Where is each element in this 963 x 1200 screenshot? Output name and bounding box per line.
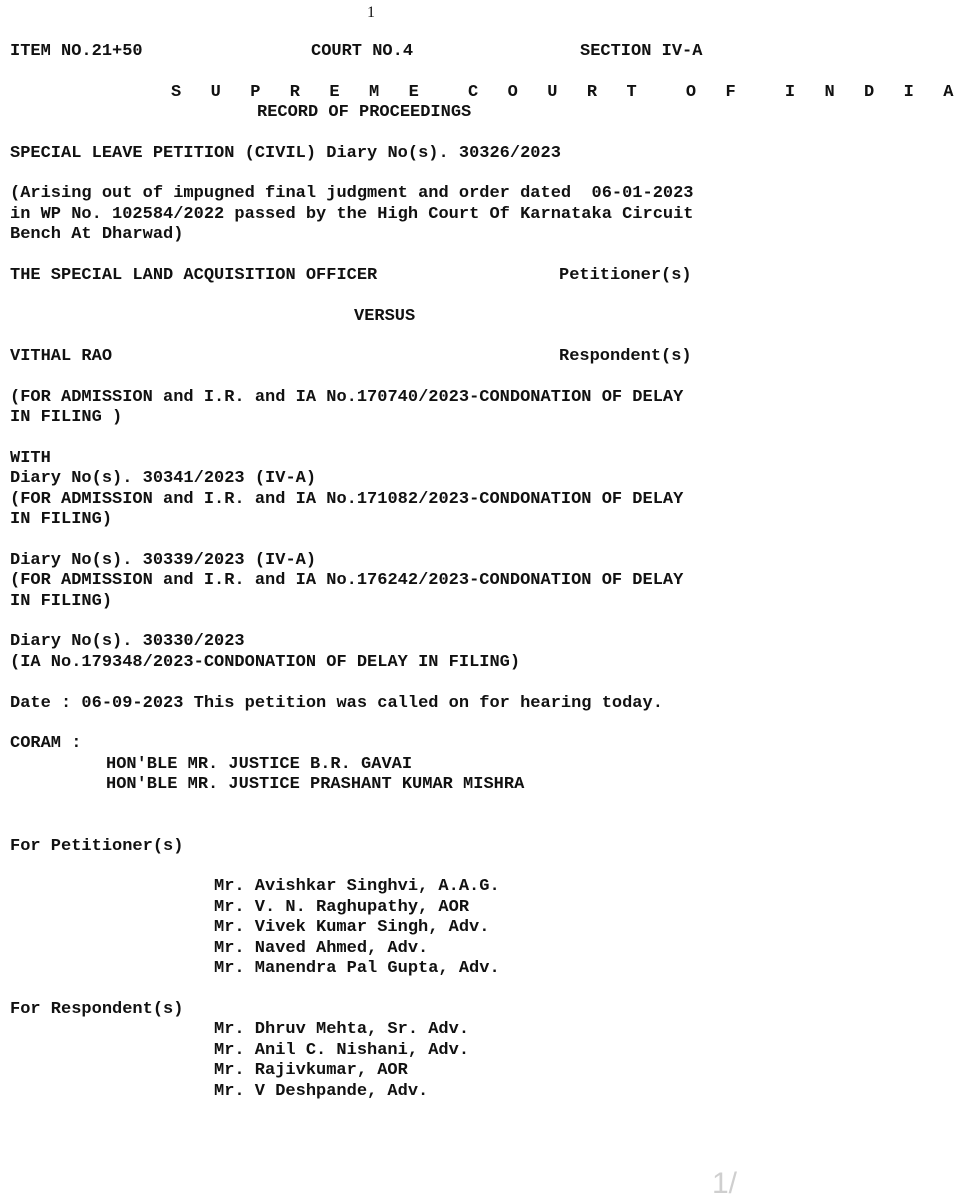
judge-name: HON'BLE MR. JUSTICE PRASHANT KUMAR MISHRA <box>106 775 525 794</box>
admission-line: IN FILING ) <box>10 408 123 427</box>
coram-label: CORAM : <box>10 734 82 753</box>
counsel-name: Mr. V. N. Raghupathy, AOR <box>214 898 470 917</box>
court-name: S U P R E M E C O U R T O F I N D I A <box>171 83 963 102</box>
diary-number: Diary No(s). 30339/2023 (IV-A) <box>10 551 317 570</box>
page-number: 1 <box>367 4 375 21</box>
record-title: RECORD OF PROCEEDINGS <box>257 103 472 122</box>
petitioner-role: Petitioner(s) <box>559 266 692 285</box>
diary-number: Diary No(s). 30330/2023 <box>10 632 245 651</box>
with-label: WITH <box>10 449 51 468</box>
respondent-role: Respondent(s) <box>559 347 692 366</box>
versus-label: VERSUS <box>354 307 416 326</box>
page-corner-mark: 1/ <box>712 1167 738 1200</box>
court-number: COURT NO.4 <box>311 42 414 61</box>
item-number: ITEM NO.21+50 <box>10 42 143 61</box>
counsel-name: Mr. Naved Ahmed, Adv. <box>214 939 429 958</box>
counsel-name: Mr. Manendra Pal Gupta, Adv. <box>214 959 500 978</box>
hearing-date-line: Date : 06-09-2023 This petition was called on for hearing today. <box>10 694 663 713</box>
diary-line: IN FILING) <box>10 592 113 611</box>
for-petitioner-label: For Petitioner(s) <box>10 837 184 856</box>
judge-name: HON'BLE MR. JUSTICE B.R. GAVAI <box>106 755 413 774</box>
respondent-name: VITHAL RAO <box>10 347 113 366</box>
admission-line: (FOR ADMISSION and I.R. and IA No.170740/2023-CONDONATION OF DELAY <box>10 388 684 407</box>
counsel-name: Mr. V Deshpande, Adv. <box>214 1082 429 1101</box>
arising-line: Bench At Dharwad) <box>10 225 184 244</box>
arising-line: (Arising out of impugned final judgment and order dated 06-01-2023 <box>10 184 694 203</box>
petitioner-name: THE SPECIAL LAND ACQUISITION OFFICER <box>10 266 378 285</box>
counsel-name: Mr. Avishkar Singhvi, A.A.G. <box>214 877 500 896</box>
section-label: SECTION IV-A <box>580 42 703 61</box>
counsel-name: Mr. Vivek Kumar Singh, Adv. <box>214 918 490 937</box>
diary-line: (FOR ADMISSION and I.R. and IA No.171082/2023-CONDONATION OF DELAY <box>10 490 684 509</box>
for-respondent-label: For Respondent(s) <box>10 1000 184 1019</box>
diary-line: (FOR ADMISSION and I.R. and IA No.176242/2023-CONDONATION OF DELAY <box>10 571 684 590</box>
counsel-name: Mr. Dhruv Mehta, Sr. Adv. <box>214 1020 470 1039</box>
diary-line: (IA No.179348/2023-CONDONATION OF DELAY IN FILING) <box>10 653 521 672</box>
diary-number: Diary No(s). 30341/2023 (IV-A) <box>10 469 317 488</box>
petition-title: SPECIAL LEAVE PETITION (CIVIL) Diary No(s). 30326/2023 <box>10 144 561 163</box>
counsel-name: Mr. Rajivkumar, AOR <box>214 1061 408 1080</box>
counsel-name: Mr. Anil C. Nishani, Adv. <box>214 1041 470 1060</box>
arising-line: in WP No. 102584/2022 passed by the High Court Of Karnataka Circuit <box>10 205 694 224</box>
diary-line: IN FILING) <box>10 510 113 529</box>
